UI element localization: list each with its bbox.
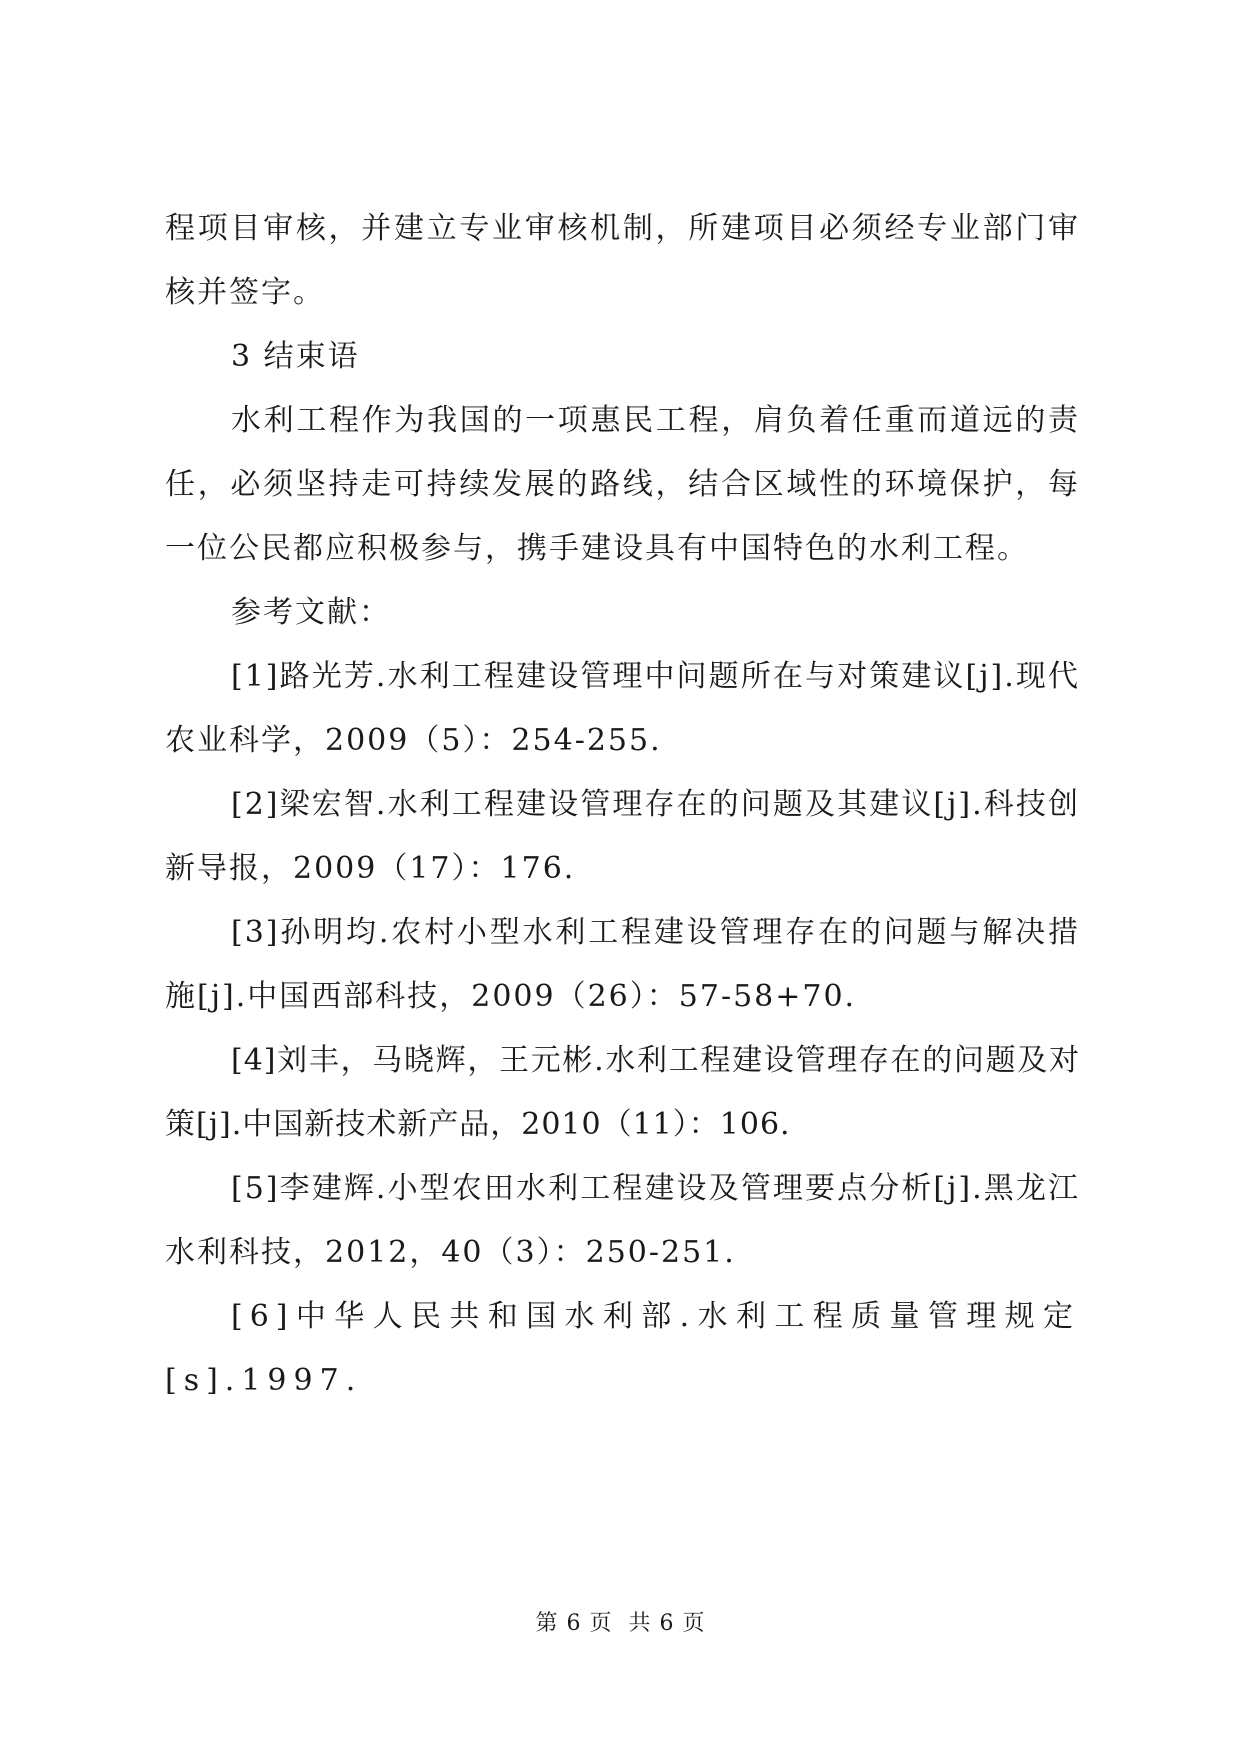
reference-item: [1]路光芳.水利工程建设管理中问题所在与对策建议[j].现代农业科学，2009（5）：254-255.: [165, 659, 1080, 758]
page-number: 第 6 页: [535, 1611, 613, 1636]
reference-item: [3]孙明均.农村小型水利工程建设管理存在的问题与解决措施[j].中国西部科技，2009（26）：57-58+70.: [165, 915, 1080, 1014]
reference-item: [4]刘丰，马晓辉，王元彬.水利工程建设管理存在的问题及对策[j].中国新技术新产品，2010（11）：106.: [165, 1043, 1080, 1142]
reference-item: [2]梁宏智.水利工程建设管理存在的问题及其建议[j].科技创新导报，2009（17）：176.: [165, 787, 1080, 886]
reference-item: [6]中华人民共和国水利部.水利工程质量管理规定[s].1997.: [165, 1299, 1080, 1398]
conclusion-paragraph: 水利工程作为我国的一项惠民工程，肩负着任重而道远的责任，必须坚持走可持续发展的路线，结合区域性的环境保护，每一位公民都应积极参与，携手建设具有中国特色的水利工程。: [165, 403, 1080, 566]
page-footer: [0, 1606, 1241, 1637]
section-heading: 3 结束语: [231, 339, 360, 374]
reference-item: [5]李建辉.小型农田水利工程建设及管理要点分析[j].黑龙江水利科技，2012，40（3）：250-251.: [165, 1171, 1080, 1270]
references-title: 参考文献：: [231, 595, 391, 630]
document-body: [165, 197, 1080, 1413]
page-total: 共 6 页: [628, 1611, 706, 1636]
continuation-paragraph: 程项目审核，并建立专业审核机制，所建项目必须经专业部门审核并签字。: [165, 211, 1080, 310]
